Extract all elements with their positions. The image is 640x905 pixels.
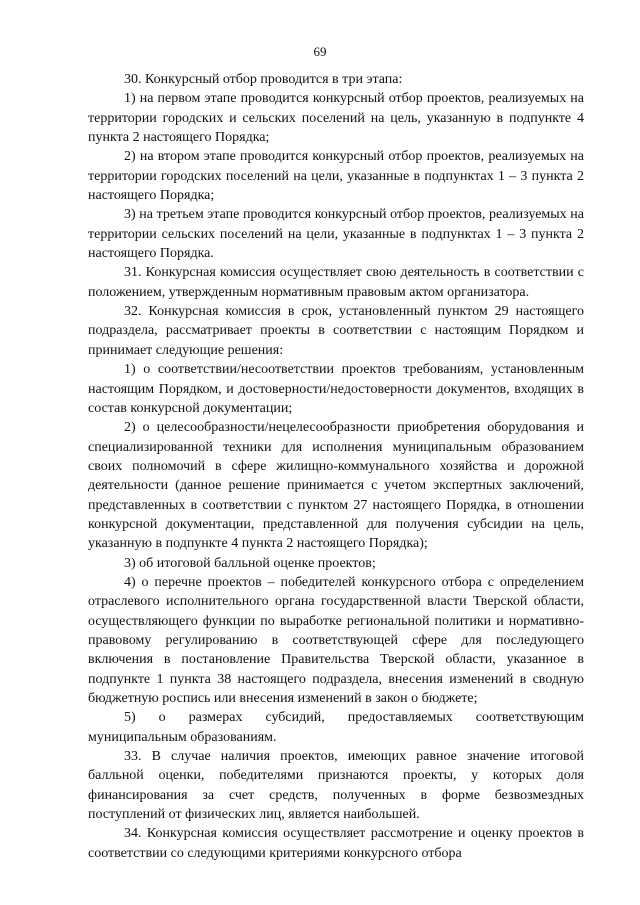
paragraph-32-item-3: 3) об итоговой балльной оценке проектов; [124,555,376,571]
paragraph-31: 31. Конкурсная комиссия осуществляет свою деятельность в соответствии с положением, утвержденным нормативным правовым актом организатора. [88,265,584,300]
paragraph-32-item-2: 2) о целесообразности/нецелесообразности приобретения оборудования и специализированной техники для исполнения муниципальным образованием своих полномочий в сфере жилищно-коммунального хозяйства и дорожной деятельности (данное решение принимается с учетом экспертных заключений, представленных в соответствии с пунктом 27 настоящего Порядка, в отношении конкурсной документации, представленной для получения субсидии на цель, указанную в подпункте 4 пункта 2 настоящего Порядка); [88,420,584,552]
paragraph-33: 33. В случае наличия проектов, имеющих равное значение итоговой балльной оценки, победителями признаются проекты, у которых доля финансирования за счет средств, полученных в форме безвозмездных поступлений от физических лиц, является наибольшей. [88,749,584,823]
paragraph-32-item-5: 5) о размерах субсидий, предоставляемых соответствующим муниципальным образованиям. [88,710,584,745]
paragraph-30-item-2: 2) на втором этапе проводится конкурсный отбор проектов, реализуемых на территории городских поселений на цели, указанные в подпунктах 1 – 3 пункта 2 настоящего Порядка; [88,149,584,204]
paragraph-32-item-1: 1) о соответствии/несоответствии проектов требованиям, установленным настоящим Порядком, и достоверности/недостоверности документов, входящих в состав конкурсной документации; [88,362,584,416]
paragraph-32-item-4: 4) о перечне проектов – победителей конкурсного отбора с определением отраслевого исполнительного органа государственной власти Тверской области, осуществляющего функции по выработке региональной политики и нормативно-правовому регулированию в соответствующей сфере для последующего включения в постановление Правительства Тверской области, указанное в подпункте 1 пункта 38 настоящего подраздела, внесения изменений в сводную бюджетную роспись или внесения изменений в закон о бюджете; [88,574,584,706]
paragraph-30-item-3: 3) на третьем этапе проводится конкурсный отбор проектов, реализуемых на территории сельских поселений на цели, указанные в подпунктах 1 – 3 пункта 2 настоящего Порядка. [88,207,584,262]
document-body [88,70,584,863]
page-number: 69 [313,44,327,59]
paragraph-32: 32. Конкурсная комиссия в срок, установленный пунктом 29 настоящего подраздела, рассматривает проекты в соответствии с настоящим Порядком и принимает следующие решения: [88,304,584,358]
paragraph-30: 30. Конкурсный отбор проводится в три этапа: [124,72,403,87]
paragraph-30-item-1: 1) на первом этапе проводится конкурсный отбор проектов, реализуемых на территории городских и сельских поселений на цель, указанную в подпункте 4 пункта 2 настоящего Порядка; [88,91,584,146]
paragraph-34: 34. Конкурсная комиссия осуществляет рассмотрение и оценку проектов в соответствии со следующими критериями конкурсного отбора [88,826,584,861]
